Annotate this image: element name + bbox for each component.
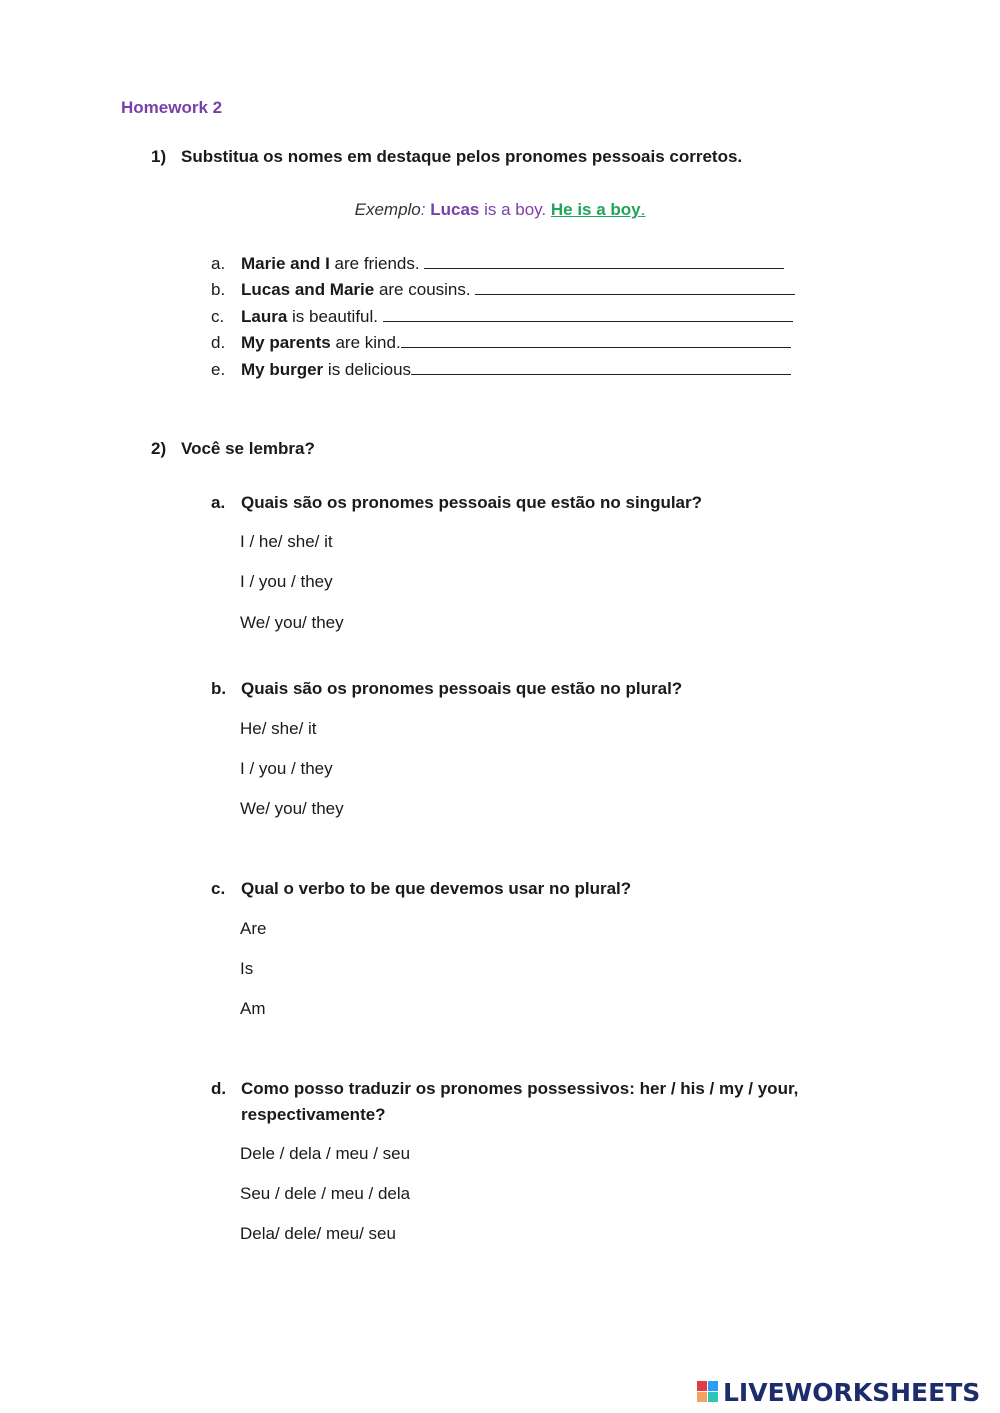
option-d-3[interactable]: Dela/ dele/ meu/ seu bbox=[240, 1224, 396, 1243]
example-label: Exemplo bbox=[354, 200, 421, 219]
sub-question-letter: d. bbox=[211, 1079, 227, 1098]
item-highlight: My burger bbox=[241, 360, 324, 379]
question-1-number: 1) bbox=[151, 147, 167, 166]
sub-question-text: Quais são os pronomes pessoais que estão no plural? bbox=[241, 679, 683, 698]
question-1 bbox=[151, 146, 742, 168]
item-text: are friends. bbox=[329, 254, 425, 273]
answer-blank-d[interactable] bbox=[401, 333, 791, 348]
answer-blank-c[interactable] bbox=[383, 307, 793, 322]
option-a-2[interactable]: I / you / they bbox=[240, 572, 333, 591]
sub-question-text-line1: Como posso traduzir os pronomes possessivos: her / his / my / your, bbox=[241, 1079, 799, 1098]
sub-question-c bbox=[211, 878, 631, 900]
sub-question-text-line2: respectivamente? bbox=[241, 1105, 386, 1124]
sub-question-b bbox=[211, 678, 682, 700]
exercise-item-c bbox=[211, 306, 793, 328]
example-line bbox=[0, 199, 1000, 221]
example-subject: Lucas bbox=[430, 200, 480, 219]
sub-question-letter: b. bbox=[211, 679, 227, 698]
liveworksheets-logo bbox=[697, 1378, 997, 1408]
item-highlight: Marie and I bbox=[241, 254, 330, 273]
exercise-item-a bbox=[211, 253, 784, 275]
sub-question-letter: a. bbox=[211, 493, 226, 512]
option-a-3[interactable]: We/ you/ they bbox=[240, 613, 344, 632]
exercise-item-e bbox=[211, 359, 791, 381]
example-dot: . bbox=[640, 200, 646, 219]
item-letter: a. bbox=[211, 254, 226, 273]
sub-question-text: Qual o verbo to be que devemos usar no plural? bbox=[241, 879, 632, 898]
item-highlight: Lucas and Marie bbox=[241, 280, 375, 299]
question-2-number: 2) bbox=[151, 439, 167, 458]
option-a-1[interactable]: I / he/ she/ it bbox=[240, 532, 333, 551]
sub-question-d bbox=[211, 1078, 798, 1100]
option-b-3[interactable]: We/ you/ they bbox=[240, 799, 344, 818]
example-colon: : bbox=[420, 200, 426, 219]
exercise-item-d bbox=[211, 332, 791, 354]
option-d-2[interactable]: Seu / dele / meu / dela bbox=[240, 1184, 411, 1203]
page-title: Homework 2 bbox=[121, 98, 223, 117]
exercise-item-b bbox=[211, 279, 795, 301]
item-letter: e. bbox=[211, 360, 226, 379]
item-letter: c. bbox=[211, 307, 225, 326]
item-text: are kind. bbox=[330, 333, 401, 352]
question-1-text: Substitua os nomes em destaque pelos pronomes pessoais corretos. bbox=[181, 147, 743, 166]
item-highlight: Laura bbox=[241, 307, 288, 326]
option-b-1[interactable]: He/ she/ it bbox=[240, 719, 317, 738]
sub-question-letter: c. bbox=[211, 879, 226, 898]
option-b-2[interactable]: I / you / they bbox=[240, 759, 333, 778]
answer-blank-a[interactable] bbox=[424, 254, 784, 269]
option-c-2[interactable]: Is bbox=[240, 959, 254, 978]
sub-question-text: Quais são os pronomes pessoais que estão no singular? bbox=[241, 493, 703, 512]
answer-blank-e[interactable] bbox=[411, 360, 791, 375]
item-text: is beautiful. bbox=[287, 307, 383, 326]
item-letter: d. bbox=[211, 333, 226, 352]
example-rest: is a boy. bbox=[479, 200, 551, 219]
logo-text: LIVEWORKSHEETS bbox=[723, 1378, 981, 1407]
item-text: is delicious bbox=[323, 360, 412, 379]
example-answer: He is a boy bbox=[550, 200, 641, 219]
option-c-3[interactable]: Am bbox=[240, 999, 266, 1018]
item-highlight: My parents bbox=[241, 333, 331, 352]
item-letter: b. bbox=[211, 280, 226, 299]
option-c-1[interactable]: Are bbox=[240, 919, 267, 938]
question-2-text: Você se lembra? bbox=[181, 439, 315, 458]
option-d-1[interactable]: Dele / dela / meu / seu bbox=[240, 1144, 411, 1163]
question-2 bbox=[151, 438, 315, 460]
sub-question-a bbox=[211, 492, 702, 514]
logo-grid-icon bbox=[697, 1381, 719, 1403]
answer-blank-b[interactable] bbox=[475, 280, 795, 295]
item-text: are cousins. bbox=[374, 280, 476, 299]
